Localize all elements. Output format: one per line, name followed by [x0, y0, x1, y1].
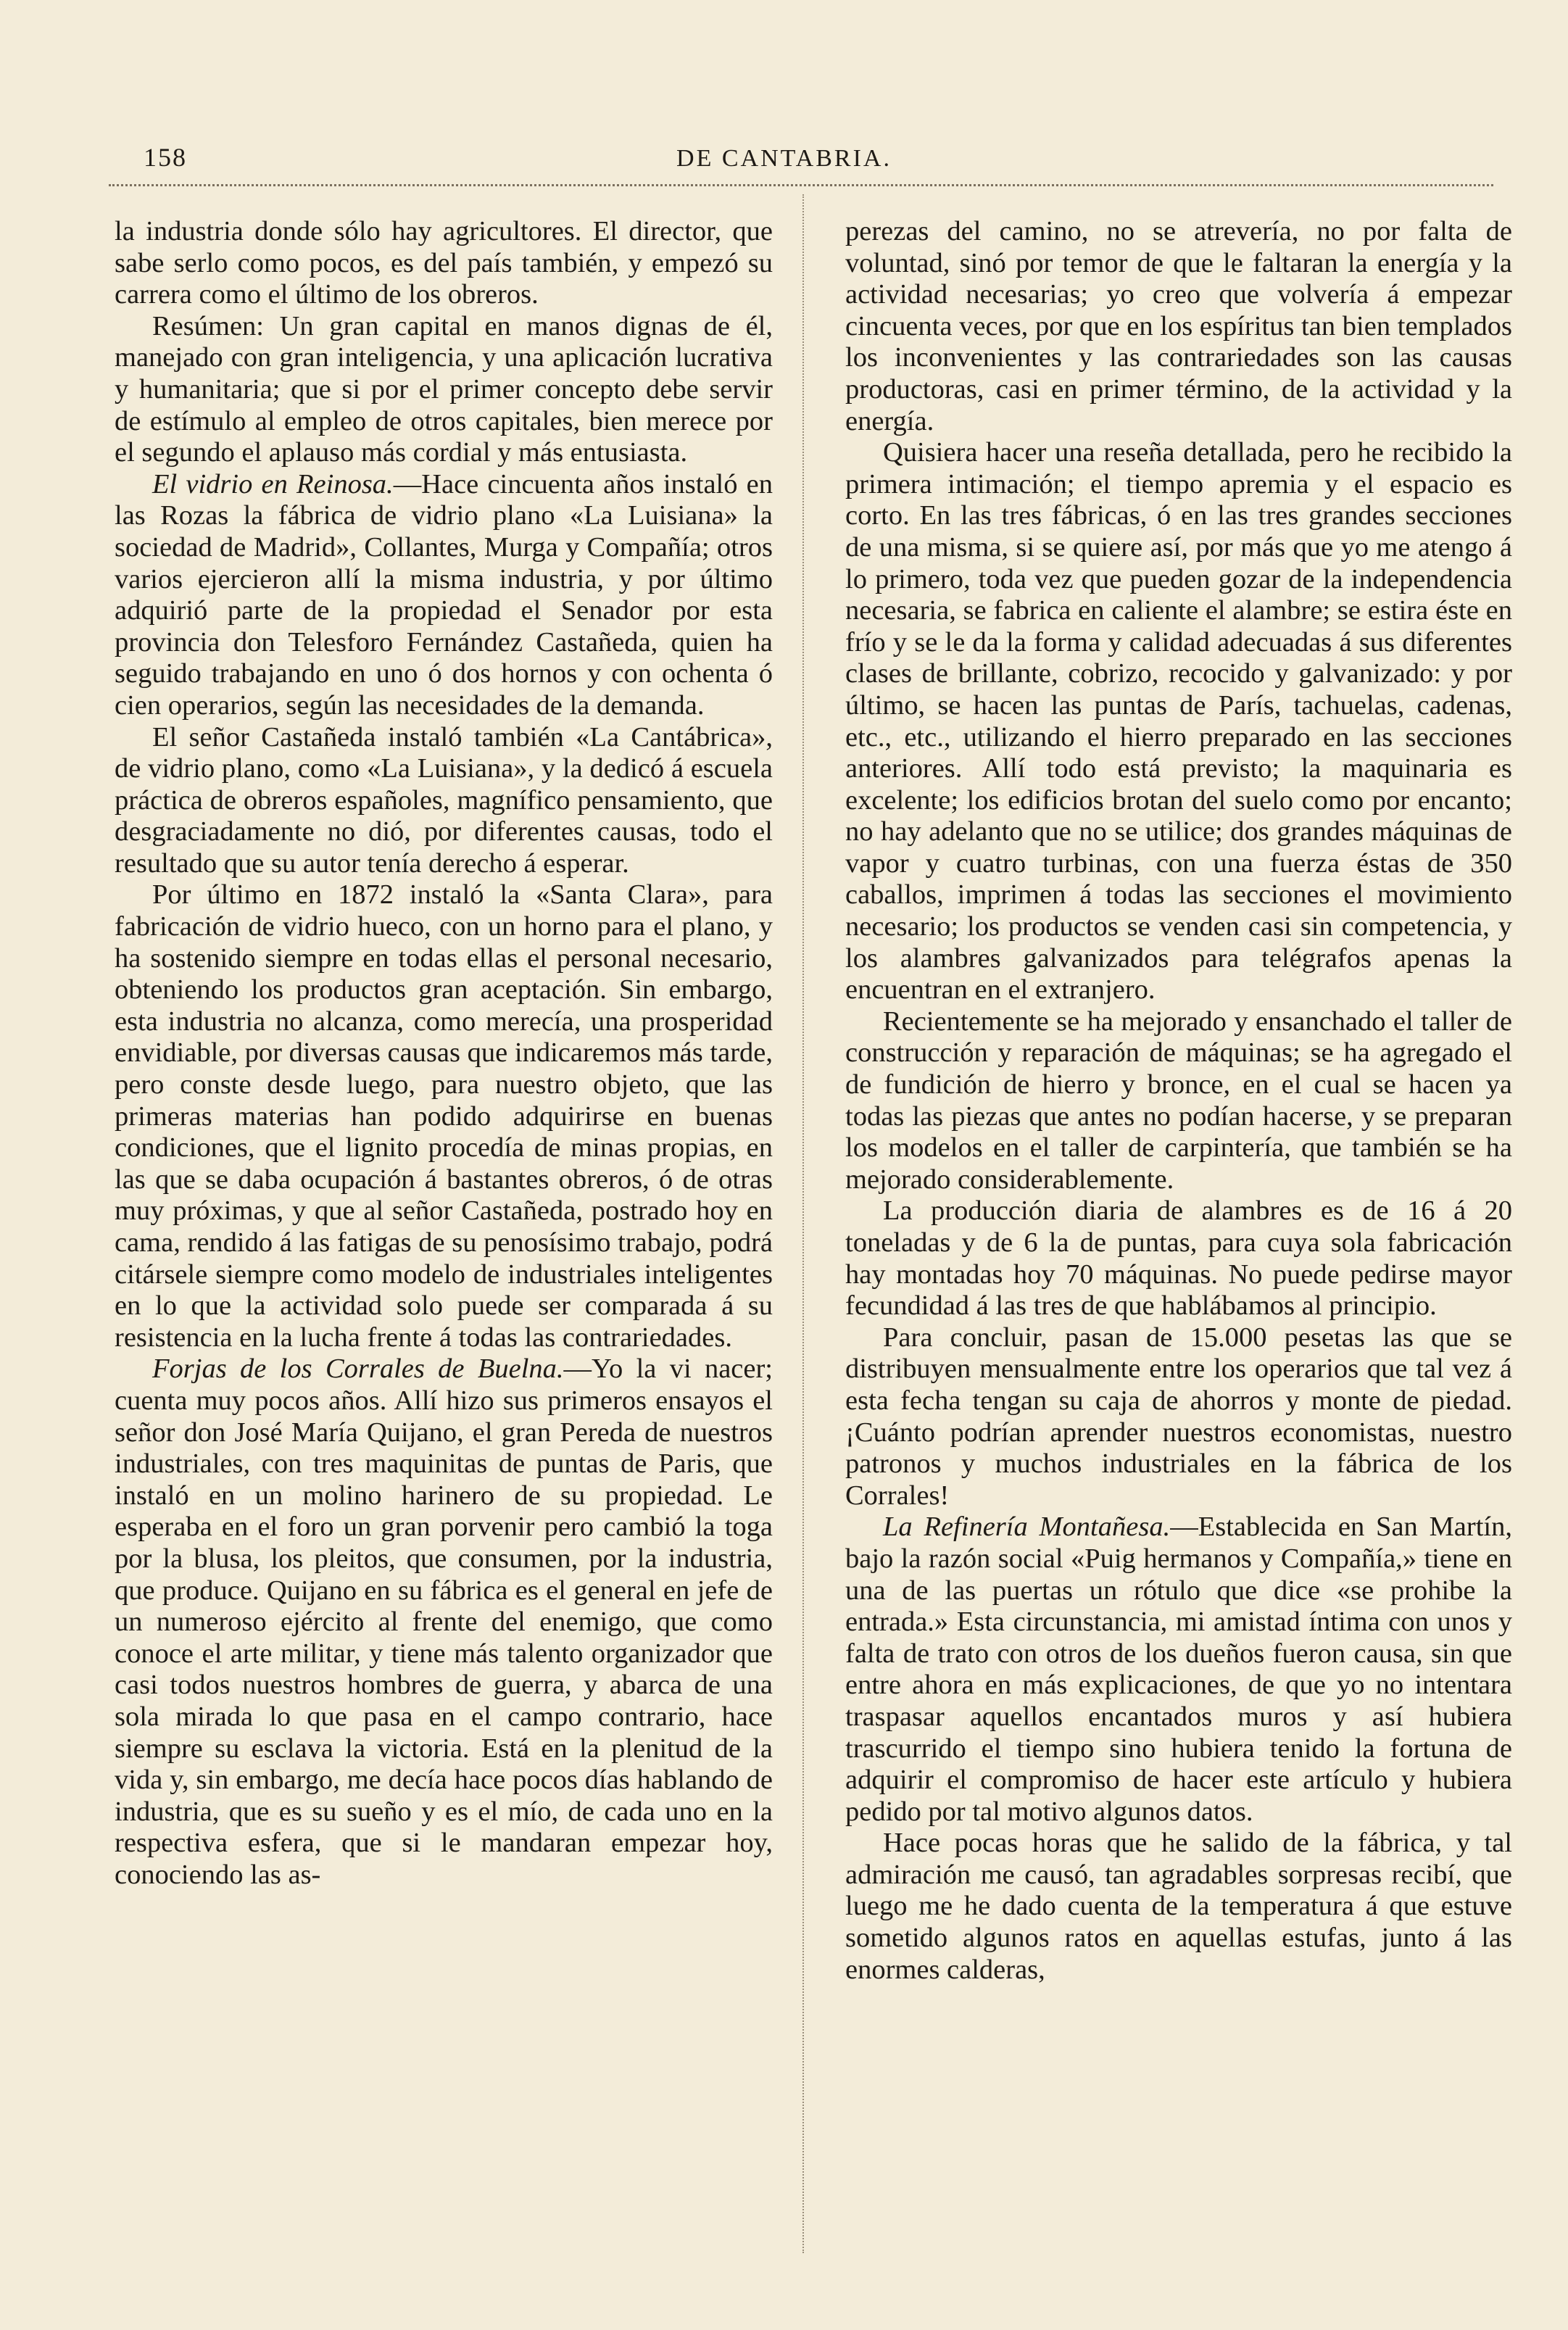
paragraph: [845, 437, 1512, 1006]
paragraph: [115, 469, 773, 722]
paragraph: [115, 216, 773, 311]
paragraph: [115, 722, 773, 880]
paragraph-text: Para concluir, pasan de 15.000 pesetas las que se distribuyen mensualmente entre los operarios que tal vez á esta fecha tengan su caja de ahorros y monte de piedad. ¡Cuánto podrían aprender nuestros economistas, nuestro patronos y muchos industriales en la fábrica de los Corrales!: [845, 1322, 1512, 1511]
paragraph: [845, 1322, 1512, 1512]
paragraph-text: Recientemente se ha mejorado y ensanchado el taller de construcción y reparación de máquinas; se ha agregado el de fundición de hierro y bronce, en el cual se hacen ya todas las piezas que antes no podían hacerse, y se preparan los modelos en el taller de carpintería, que también se ha mejorado considerablemente.: [845, 1006, 1512, 1195]
paragraph-text: El señor Castañeda instaló también «La Cantábrica», de vidrio plano, como «La Luisiana», y la dedicó á escuela práctica de obreros españoles, magnífico pensamiento, que desgraciadamente no dió, por diferentes causas, todo el resultado que su autor tenía derecho á esperar.: [115, 721, 773, 879]
paragraph-text: Resúmen: Un gran capital en manos dignas de él, manejado con gran inteligencia, y una aplicación lucrativa y humanitaria; que si por el primer concepto debe servir de estímulo al empleo de otros capitales, bien merece por el segundo el aplauso más cordial y más entusiasta.: [115, 310, 773, 468]
paragraph: [845, 1512, 1512, 1828]
paragraph-text: —Establecida en San Martín, bajo la razón social «Puig hermanos y Compañía,» tiene en una de las puertas un rótulo que dice «se prohibe la entrada.» Esta circunstancia, mi amistad íntima con unos y falta de trato con otros de los dueños fueron causa, sin que entre ahora en más explicaciones, de que yo no intentara traspasar aquellos encantados muros y así hubiera trascurrido el tiempo sino hubiera tenido la fortuna de adquirir el compromiso de hacer este artículo y hubiera pedido por tal motivo algunos datos.: [845, 1512, 1512, 1827]
paragraph: [845, 1828, 1512, 1986]
paragraph-text: Por último en 1872 instaló la «Santa Clara», para fabricación de vidrio hueco, con un horno para el plano, y ha sostenido siempre en todas ellas el personal necesario, obteniendo los productos gran aceptación. Sin embargo, esta industria no alcanza, como merecía, una prosperidad envidiable, por diversas causas que indicaremos más tarde, pero conste desde luego, para nuestro objeto, que las primeras materias han podido adquirirse en buenas condiciones, que el lignito procedía de minas propias, en las que se daba ocupación á bastantes obreros, ó de otras muy próximas, y que al señor Castañeda, postrado hoy en cama, rendido á las fatigas de su penosísimo trabajo, podrá citársele siempre como modelo de industriales inteligentes en lo que la actividad solo puede ser comparada á su resistencia en la lucha frente á todas las contrariedades.: [115, 879, 773, 1353]
left-column: [115, 216, 773, 1891]
paragraph-text: Hace pocas horas que he salido de la fábrica, y tal admiración me causó, tan agradables sorpresas recibí, que luego me he dado cuenta de la temperatura á que estuve sometido algunos ratos en aquellas estufas, junto á las enormes calderas,: [845, 1828, 1512, 1985]
section-heading: El vidrio en Reinosa.: [152, 468, 394, 499]
paragraph-text: La producción diaria de alambres es de 16 á 20 toneladas y de 6 la de puntas, para cuya sola fabricación hay montadas hoy 70 máquinas. No puede pedirse mayor fecundidad á las tres de que hablábamos al principio.: [845, 1195, 1512, 1322]
paragraph: [115, 879, 773, 1353]
paragraph-text: —Hace cincuenta años instaló en las Rozas la fábrica de vidrio plano «La Luisiana» la sociedad de Madrid», Collantes, Murga y Compañía; otros varios ejercieron allí la misma industria, y por último adquirió parte de la propiedad el Senador por esta provincia don Telesforo Fernández Castañeda, quien ha seguido trabajando en uno ó dos hornos y con ochenta ó cien operarios, según las necesidades de la demanda.: [115, 468, 773, 721]
section-heading: La Refinería Montañesa.: [883, 1512, 1171, 1543]
paragraph-text: Quisiera hacer una reseña detallada, pero he recibido la primera intimación; el tiempo apremia y el espacio es corto. En las tres fábricas, ó en las tres grandes secciones de una misma, si se quiere así, por más que yo me atengo á lo primero, toda vez que pueden gozar de la independencia necesaria, se fabrica en caliente el alambre; se estira éste en frío y se le da la forma y calidad adecuadas á sus diferentes clases de brillante, cobrizo, recocido y galvanizado: y por último, se hacen las puntas de París, tachuelas, cadenas, etc., etc., utilizando el hierro preparado en las secciones anteriores. Allí todo está previsto; la maquinaria es excelente; los edificios brotan del suelo como por encanto; no hay adelanto que no se utilice; dos grandes máquinas de vapor y cuatro turbinas, con una fuerza éstas de 350 caballos, imprimen á todas las secciones el movimiento necesario; los productos se venden casi sin competencia, y los alambres galvanizados para telégrafos apenas la encuentran en el extranjero.: [845, 437, 1512, 1006]
header-rule: [109, 184, 1493, 186]
page-number: 158: [144, 143, 187, 172]
running-title: DE CANTABRIA.: [676, 145, 892, 172]
paragraph: [115, 1353, 773, 1891]
column-divider: [802, 194, 804, 2253]
paragraph-text: la industria donde sólo hay agricultores. El director, que sabe serlo como pocos, es del país también, y empezó su carrera como el último de los obreros.: [115, 216, 773, 310]
paragraph: [845, 1006, 1512, 1196]
paragraph: [115, 311, 773, 469]
paragraph-text: —Yo la vi nacer; cuenta muy pocos años. Allí hizo sus primeros ensayos el señor don José María Quijano, el gran Pereda de nuestros industriales, con tres maquinitas de puntas de Paris, que instaló en un molino harinero de su propiedad. Le esperaba en el foro un gran porvenir pero cambió la toga por la blusa, los pleitos, que consumen, por la industria, que produce. Quijano en su fábrica es el general en jefe de un numeroso ejército al frente del enemigo, que como conoce el arte militar, y tiene más talento organizador que casi todos nuestros hombres de guerra, y abarca de una sola mirada lo que pasa en el campo contrario, hace siempre su esclava la victoria. Está en la plenitud de la vida y, sin embargo, me decía hace pocos días hablando de industria, que es su sueño y es el mío, de cada uno en la respectiva esfera, que si le mandaran empezar hoy, conociendo las as-: [115, 1353, 773, 1890]
paragraph: [845, 1195, 1512, 1322]
right-column: [845, 216, 1512, 1986]
section-heading: Forjas de los Corrales de Buelna.: [152, 1353, 564, 1385]
paragraph-text: perezas del camino, no se atrevería, no por falta de voluntad, sinó por temor de que le faltaran la energía y la actividad necesarias; yo creo que volvería á empezar cincuenta veces, por que en los espíritus tan bien templados los inconvenientes y las contrariedades son las causas productoras, casi en primer término, de la actividad y la energía.: [845, 216, 1512, 436]
paragraph: [845, 216, 1512, 437]
